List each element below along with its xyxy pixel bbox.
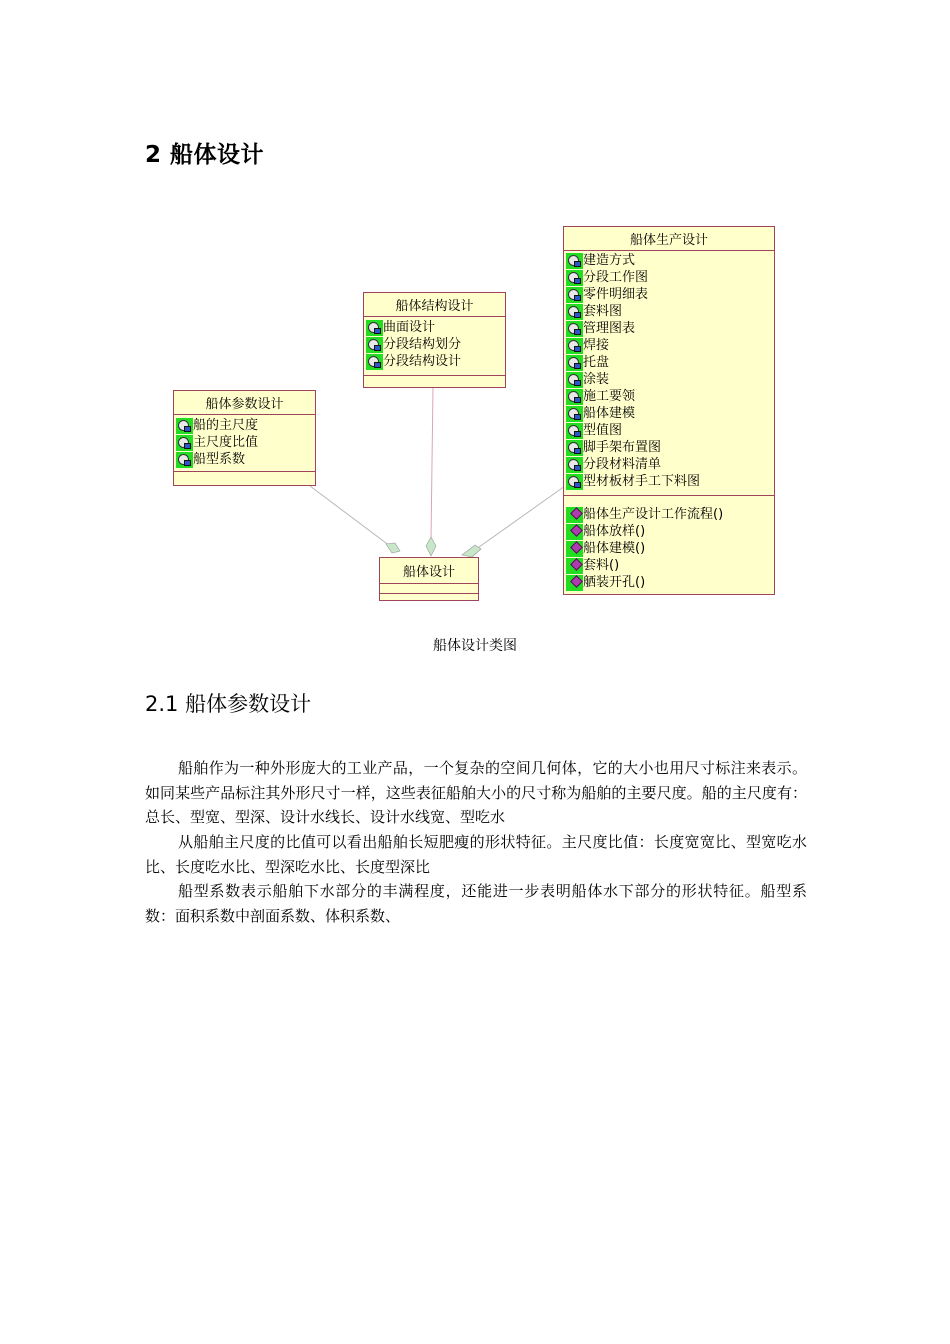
operation-icon bbox=[566, 558, 583, 574]
attribute-icon bbox=[176, 435, 193, 451]
paragraph: 从船舶主尺度的比值可以看出船舶长短肥瘦的形状特征。主尺度比值：长度宽宽比、型宽吃水比、长度吃水比、型深吃水比、长度型深比 bbox=[145, 833, 807, 876]
operation-row: 套料() bbox=[564, 557, 774, 574]
class-name: 船体结构设计 bbox=[364, 293, 505, 317]
operation-row: 船体生产设计工作流程() bbox=[564, 506, 774, 523]
operation-row: 舾装开孔() bbox=[564, 574, 774, 591]
attribute-row: 船型系数 bbox=[174, 451, 315, 468]
operation-icon bbox=[566, 507, 583, 523]
class-name: 船体生产设计 bbox=[564, 227, 774, 251]
paragraph: 船型系数表示船舶下水部分的丰满程度，还能进一步表明船体水下部分的形状特征。船型系数：面积系数中剖面系数、体积系数、 bbox=[145, 882, 807, 925]
attribute-row: 托盘 bbox=[564, 354, 774, 371]
attribute-row: 脚手架布置图 bbox=[564, 439, 774, 456]
attribute-icon bbox=[566, 372, 583, 388]
attribute-row: 曲面设计 bbox=[364, 319, 505, 336]
attribute-row: 建造方式 bbox=[564, 252, 774, 269]
class-hull-design bbox=[379, 557, 479, 601]
attribute-row: 主尺度比值 bbox=[174, 434, 315, 451]
attributes-section bbox=[564, 251, 774, 496]
attribute-row: 焊接 bbox=[564, 337, 774, 354]
attribute-icon bbox=[566, 423, 583, 439]
attribute-icon bbox=[176, 418, 193, 434]
subsection-heading: 2.1 船体参数设计 bbox=[145, 692, 312, 716]
class-hull-parameter-design bbox=[173, 390, 316, 486]
link-structure-to-hull bbox=[431, 387, 433, 540]
attributes-section bbox=[174, 415, 315, 472]
section-heading: 2 船体设计 bbox=[145, 142, 265, 168]
attribute-icon bbox=[566, 389, 583, 405]
attribute-row: 分段结构设计 bbox=[364, 353, 505, 370]
attribute-row: 分段材料清单 bbox=[564, 456, 774, 473]
attribute-row: 施工要领 bbox=[564, 388, 774, 405]
attribute-icon bbox=[566, 457, 583, 473]
attribute-icon bbox=[366, 337, 383, 353]
attribute-icon bbox=[566, 338, 583, 354]
attribute-icon bbox=[366, 320, 383, 336]
attribute-row: 分段结构划分 bbox=[364, 336, 505, 353]
attribute-icon bbox=[366, 354, 383, 370]
aggregation-diamond-structure bbox=[426, 537, 436, 556]
attributes-section bbox=[380, 584, 478, 594]
attribute-icon bbox=[566, 270, 583, 286]
figure-caption: 船体设计类图 bbox=[433, 638, 517, 654]
operation-icon bbox=[566, 541, 583, 557]
attribute-row: 涂装 bbox=[564, 371, 774, 388]
attribute-row: 零件明细表 bbox=[564, 286, 774, 303]
attribute-row: 套料图 bbox=[564, 303, 774, 320]
class-hull-structure-design bbox=[363, 292, 506, 388]
attribute-icon bbox=[566, 304, 583, 320]
attribute-icon bbox=[566, 406, 583, 422]
attribute-row: 型材板材手工下料图 bbox=[564, 473, 774, 490]
attribute-row: 管理图表 bbox=[564, 320, 774, 337]
attribute-row: 分段工作图 bbox=[564, 269, 774, 286]
paragraph: 船舶作为一种外形庞大的工业产品，一个复杂的空间几何体，它的大小也用尺寸标注来表示。如同某些产品标注其外形尺寸一样，这些表征船舶大小的尺寸称为船舶的主要尺度。船的主尺度有：总长、型宽、型深、设计水线长、设计水线宽、型吃水 bbox=[145, 759, 807, 826]
aggregation-diamond-production bbox=[462, 545, 481, 557]
operation-row: 船体建模() bbox=[564, 540, 774, 557]
attribute-icon bbox=[566, 321, 583, 337]
attribute-row: 船体建模 bbox=[564, 405, 774, 422]
operations-section bbox=[174, 472, 315, 486]
class-name: 船体设计 bbox=[380, 558, 478, 584]
attribute-icon bbox=[176, 452, 193, 468]
operation-icon bbox=[566, 575, 583, 591]
link-params-to-hull bbox=[310, 486, 398, 552]
attribute-icon bbox=[566, 287, 583, 303]
attribute-row: 型值图 bbox=[564, 422, 774, 439]
attributes-section bbox=[364, 317, 505, 376]
operations-section bbox=[364, 376, 505, 388]
class-name: 船体参数设计 bbox=[174, 391, 315, 415]
aggregation-diamond-params bbox=[386, 543, 400, 553]
operations-section bbox=[564, 496, 774, 593]
attribute-icon bbox=[566, 440, 583, 456]
attribute-icon bbox=[566, 355, 583, 371]
operation-row: 船体放样() bbox=[564, 523, 774, 540]
operations-section bbox=[380, 594, 478, 602]
link-production-to-hull bbox=[472, 486, 565, 552]
attribute-icon bbox=[566, 253, 583, 269]
attribute-row: 船的主尺度 bbox=[174, 417, 315, 434]
attribute-icon bbox=[566, 474, 583, 490]
class-hull-production-design bbox=[563, 226, 775, 595]
operation-icon bbox=[566, 524, 583, 540]
